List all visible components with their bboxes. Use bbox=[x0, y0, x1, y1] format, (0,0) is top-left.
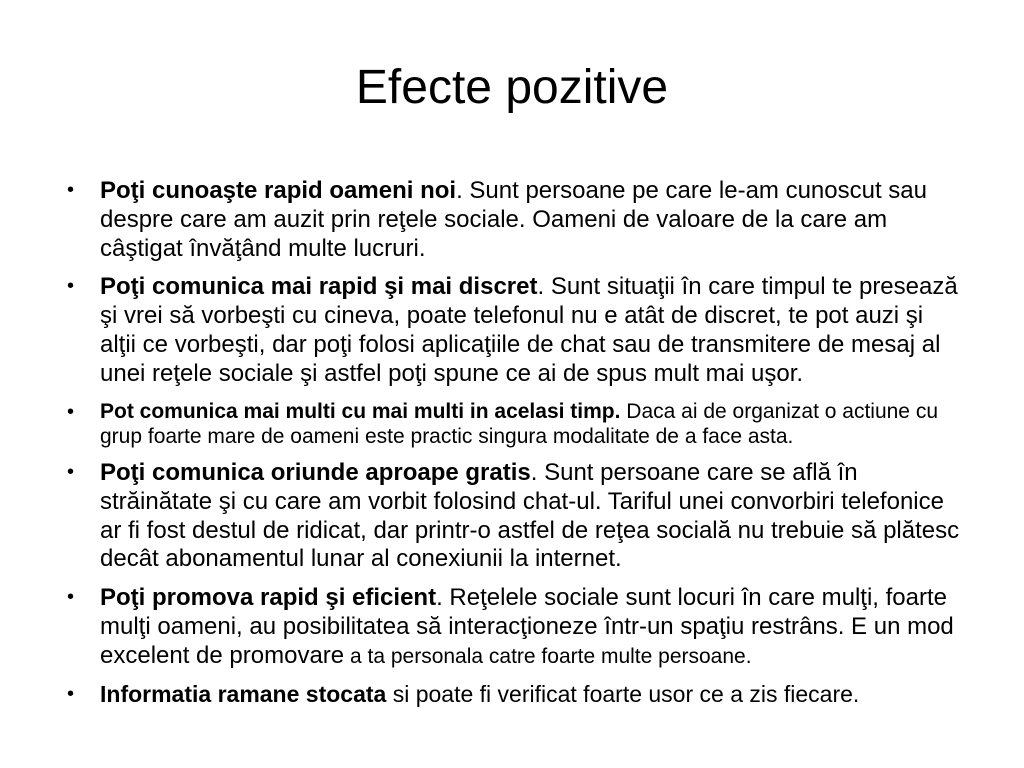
bullet-lead: Poţi cunoaşte rapid oameni noi bbox=[100, 177, 457, 204]
bullet-list bbox=[65, 177, 964, 708]
bullet-body: . Reţelele sociale sunt locuri în care mulţi, foarte mulţi oameni, au posibilitatea să interacţioneze într-un spaţiu restrâns. E un mod excelent de promovare bbox=[100, 584, 954, 669]
bullet-body: si poate fi verificat foarte usor ce a zis fiecare. bbox=[386, 680, 860, 707]
list-item bbox=[65, 399, 964, 449]
bullet-icon: • bbox=[67, 179, 75, 201]
bullet-icon: • bbox=[67, 460, 75, 483]
bullet-icon: • bbox=[67, 682, 75, 705]
bullet-lead: Poţi comunica mai rapid şi mai discret bbox=[100, 273, 538, 301]
bullet-body: . Sunt persoane care se află în străinătate şi cu care am vorbit folosind chat-ul. Tariful unei convorbiri telefonice ar fi fost destul de ridicat, dar printr-o astfel de reţea socială nu trebuie să plătesc decât abonamentul lunar al conexiunii la internet. bbox=[100, 458, 960, 573]
list-item bbox=[65, 681, 964, 709]
list-item bbox=[65, 273, 964, 388]
list-item bbox=[65, 584, 964, 670]
bullet-lead: Poţi comunica oriunde aproape gratis bbox=[100, 458, 531, 486]
bullet-body: . Sunt situaţii în care timpul te presează şi vrei să vorbeşti cu cineva, poate telefonul nu e atât de discret, te pot auzi şi alţii ce vorbeşti, dar poţi folosi aplicaţiile de chat sau de transmitere de mesaj al unei reţele sociale şi astfel poţi spune ce ai de spus mult mai uşor. bbox=[100, 273, 958, 387]
bullet-tail: a ta personala catre foarte multe persoane. bbox=[344, 644, 752, 668]
bullet-lead: Informatia ramane stocata bbox=[100, 680, 387, 707]
slide-title: Efecte pozitive bbox=[355, 61, 669, 114]
bullet-lead: Poţi promova rapid şi eficient bbox=[100, 584, 437, 612]
bullet-icon: • bbox=[67, 275, 75, 298]
bullet-body: . Sunt persoane pe care le-am cunoscut sau despre care am auzit prin reţele sociale. Oameni de valoare de la care am câştigat învăţând multe lucruri. bbox=[100, 177, 928, 262]
bullet-icon: • bbox=[67, 586, 75, 609]
bullet-icon: • bbox=[67, 400, 75, 423]
bullet-body: Daca ai de organizat o actiune cu grup foarte mare de oameni este practic singura modalitate de a face asta. bbox=[100, 399, 939, 448]
bullet-lead: Pot comunica mai multi cu mai multi in acelasi timp. bbox=[100, 399, 621, 423]
list-item bbox=[65, 177, 964, 263]
list-item bbox=[65, 459, 964, 574]
